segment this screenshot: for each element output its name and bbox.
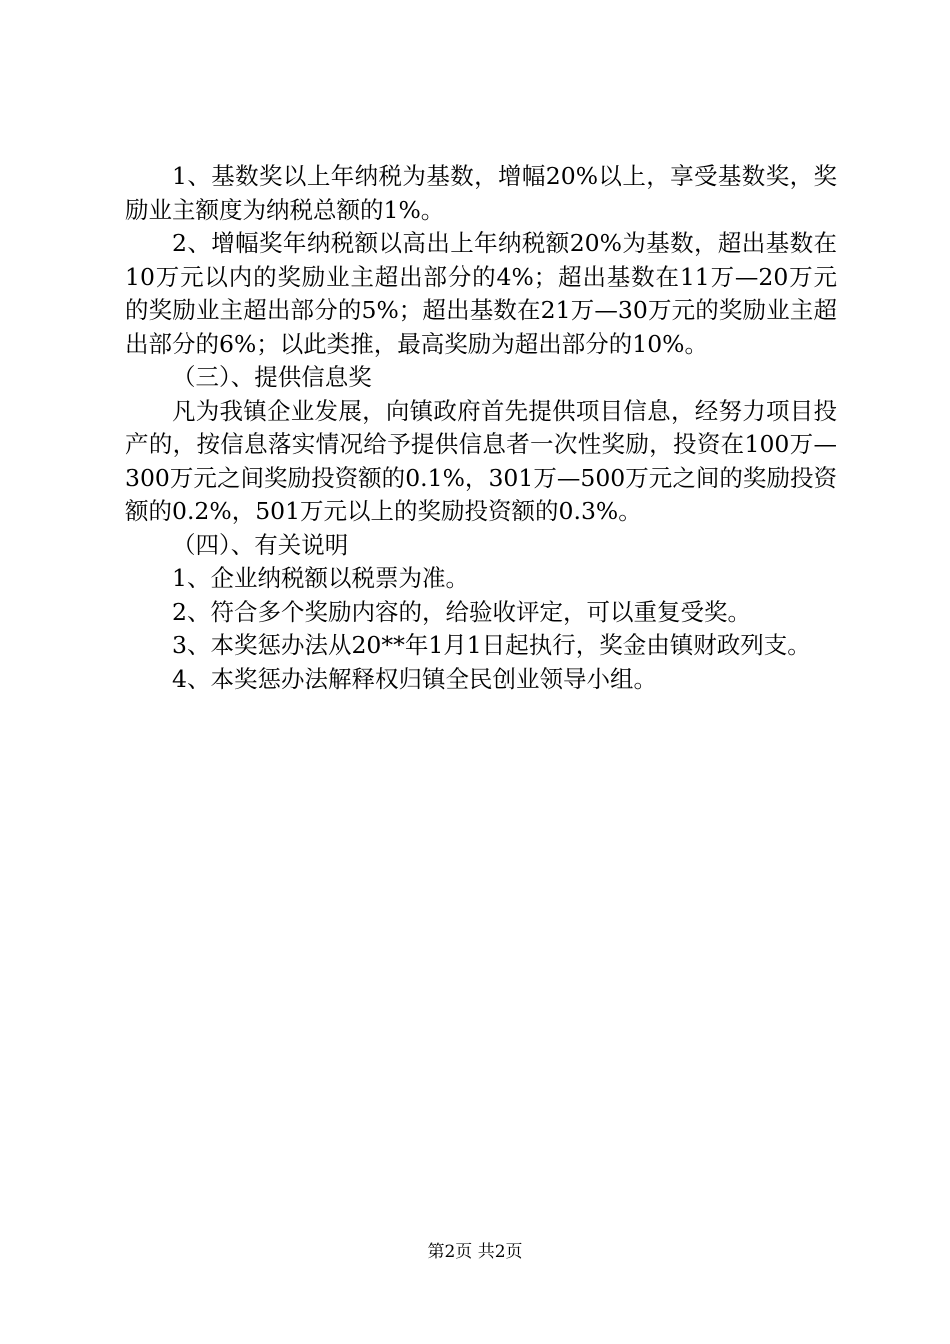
paragraph-info-reward: 凡为我镇企业发展，向镇政府首先提供项目信息，经努力项目投产的，按信息落实情况给予提供信息者一次性奖励，投资在100万—300万元之间奖励投资额的0.1%，301万—500万元之间的奖励投资额的0.2%，501万元以上的奖励投资额的0.3%。: [125, 396, 837, 525]
paragraph-note-2: 2、符合多个奖励内容的，给验收评定，可以重复受奖。: [172, 597, 751, 626]
paragraph-base-reward: 1、基数奖以上年纳税为基数，增幅20%以上，享受基数奖，奖励业主额度为纳税总额的1%。: [125, 162, 837, 224]
section-heading-notes: （四）、有关说明: [172, 530, 349, 559]
paragraph-note-3: 3、本奖惩办法从20**年1月1日起执行，奖金由镇财政列支。: [172, 631, 811, 659]
page-number-footer: 第2页 共2页: [427, 1242, 523, 1262]
document-body: [125, 160, 837, 696]
paragraph-note-1: 1、企业纳税额以税票为准。: [172, 564, 469, 592]
section-heading-info-reward: （三）、提供信息奖: [172, 363, 372, 391]
paragraph-growth-reward: 2、增幅奖年纳税额以高出上年纳税额20%为基数，超出基数在10万元以内的奖励业主超出部分的4%；超出基数在11万—20万元的奖励业主超出部分的5%；超出基数在21万—30万元的奖励业主超出部分的6%；以此类推，最高奖励为超出部分的10%。: [125, 229, 837, 358]
paragraph-note-4: 4、本奖惩办法解释权归镇全民创业领导小组。: [172, 664, 657, 693]
